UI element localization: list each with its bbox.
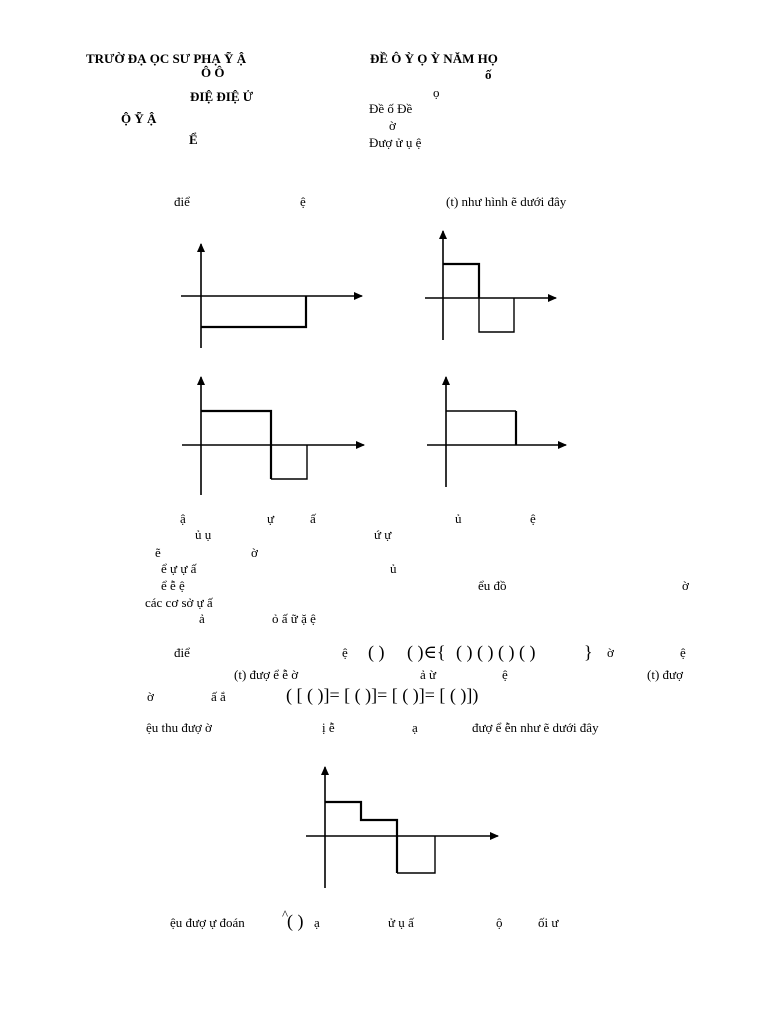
para-l1-d: ủ — [455, 511, 462, 526]
para-l2-a: ủ ụ — [195, 527, 212, 542]
header-right-line2-sub: ọ — [433, 85, 440, 100]
signal-plot-3 — [182, 377, 364, 495]
para-l1-b: ự — [267, 511, 275, 526]
problem2-l1-h: ệ — [680, 645, 686, 660]
footer-e: ử ụ ấ — [388, 915, 414, 930]
header-right-line4: Đượ ử ụ ệ — [369, 135, 422, 150]
problem1-text-b: ệ — [300, 194, 306, 209]
problem1-text-c: (t) như hình ẽ dưới đây — [446, 194, 567, 209]
footer-a: ệu đượ ự đoán — [170, 915, 245, 930]
signal-plot-5 — [306, 767, 498, 888]
para-l6-a: các cơ sở ự ấ — [145, 595, 213, 610]
header-right-line3: ờ — [389, 118, 396, 133]
problem2-l3-a: ờ — [147, 689, 154, 704]
footer-d: ạ — [314, 915, 320, 930]
problem2-l1-e: ( ) ( ) ( ) ( ) — [456, 642, 536, 662]
problem2-l1-b: ệ — [342, 645, 348, 660]
problem2-l1-a: điể — [174, 645, 190, 660]
header-left-line4: Ể — [189, 132, 198, 147]
problem2-l2-b: ả ừ — [420, 667, 437, 682]
para-l4-a: ể ự ự ấ — [161, 561, 197, 576]
para-l7-b: ỏ ấ ữ ặ ệ — [272, 611, 316, 626]
problem2-l4-b: ị ễ — [322, 720, 335, 735]
signal-plot-4 — [427, 377, 566, 487]
para-l3-a: ẽ — [155, 545, 161, 560]
problem2-l1-f: } — [584, 642, 593, 662]
para-l4-b: ủ — [390, 561, 397, 576]
footer-c: ( ) — [287, 911, 304, 931]
para-l5-c: ờ — [682, 578, 689, 593]
problem2-l3-b: ấ ắ — [211, 689, 226, 704]
problem2-l1-d: ( )∈{ — [407, 642, 446, 662]
problem2-l4-a: ệu thu đượ ờ — [146, 720, 212, 735]
para-l1-c: ấ — [310, 511, 316, 526]
para-l1-e: ệ — [530, 511, 536, 526]
header-left-line1: TRƯỜ ĐẠ ỌC SƯ PHẠ Ỹ Ậ — [86, 51, 247, 66]
header-left-line2: ĐIỆ ĐIỆ Ử — [190, 89, 254, 104]
problem2-l2-c: ệ — [502, 667, 508, 682]
para-l5-b: ểu đồ — [478, 578, 507, 593]
problem2-l2-a: (t) đượ ể ễ ờ — [234, 667, 299, 682]
problem2-l1-g: ờ — [607, 645, 614, 660]
problem2-l3-c: ( [ ( )]= [ ( )]= [ ( )]= [ ( )]) — [286, 685, 479, 705]
header-left-line1-sub: Ô Ô — [201, 65, 225, 80]
header-right-line1-sub: ố — [485, 67, 492, 82]
problem1-text-a: điể — [174, 194, 190, 209]
para-l2-b: ứ ự — [374, 527, 392, 542]
para-l3-b: ờ — [251, 545, 258, 560]
problem2-l2-d: (t) đượ — [647, 667, 683, 682]
header-left-line3: Ộ Ỹ Ậ — [121, 111, 157, 126]
footer-b: ^ — [282, 907, 289, 922]
problem2-l4-c: ạ — [412, 720, 418, 735]
para-l5-a: ể ễ ệ — [161, 578, 185, 593]
signal-plot-2 — [425, 231, 556, 340]
problem2-l1-c: ( ) — [368, 642, 385, 662]
header-right-line1: ĐỀ Ô Ỳ Ọ Ỳ NĂM HỌ — [370, 51, 498, 66]
para-l7-a: ả — [199, 611, 205, 626]
footer-g: ối ư — [538, 915, 559, 930]
header-right-line2: Đề ố Đề — [369, 101, 413, 116]
para-l1-a: ậ — [180, 511, 186, 526]
signal-plot-1 — [181, 244, 362, 348]
footer-f: ộ — [496, 915, 503, 930]
problem2-l4-d: đượ ể ễn như ẽ dưới đây — [472, 720, 599, 735]
